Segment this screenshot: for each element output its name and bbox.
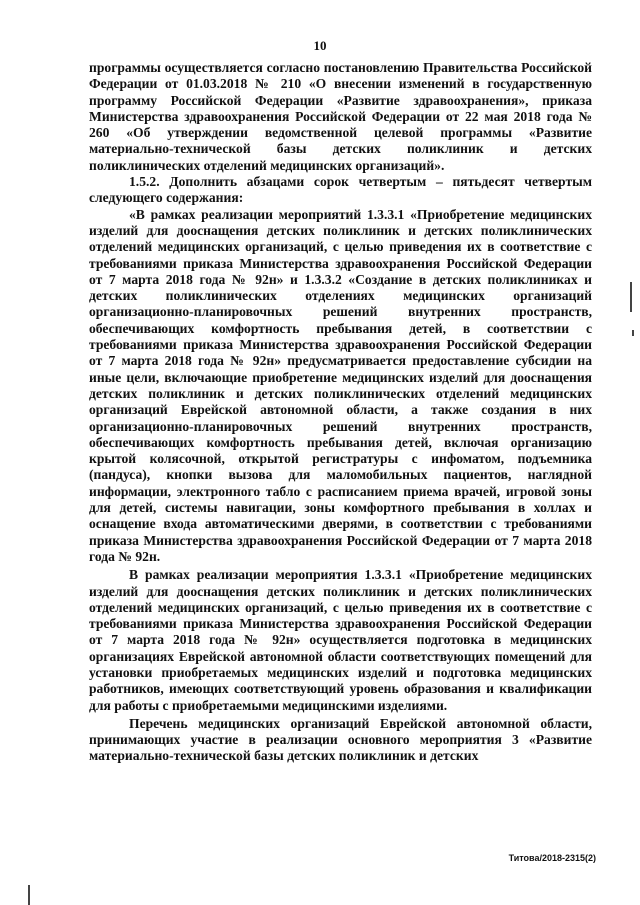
page-number: 10 [313, 38, 327, 53]
paragraph-organizations-list: Перечень медицинских организаций Еврейской автономной области, принимающих участие в реализации основного мероприятия 3 «Развитие материально-технической базы детских поликлиник и детских [89, 715, 592, 764]
paragraph-quoted-measures: «В рамках реализации мероприятий 1.3.3.1 «Приобретение медицинских изделий для дооснащения детских поликлиник и детских поликлинических отделений медицинских организаций, с целью приведения их в соответствие с требованиями приказа Министерства здравоохранения Российской Федерации от 7 марта 2018 года № 92н» и 1.3.3.2 «Создание в детских поликлиниках и детских поликлинических отделениях медицинских организаций организационно-планировочных решений внутренних пространств, обеспечивающих комфортность пребывания детей, в соответствии с требованиями приказа Министерства здравоохранения Российской Федерации от 7 марта 2018 года № 92н» предусматривается предоставление субсидии на иные цели, включающие приобретение медицинских изделий для дооснащения детских поликлиник и детских поликлинических отделений медицинских организаций Еврейской автономной области, а также создания в них организационно-планировочных решений внутренних пространств, обеспечивающих комфортность пребывания детей, включая организацию крытой колясочной, открытой регистратуры с инфоматом, подъемника (пандуса), кнопки вызова для маломобильных пациентов, наглядной информации, электронного табло с расписанием приема врачей, игровой зоны для детей, системы навигации, зоны комфортного пребывания в холлах и оснащение входа автоматическими дверями, в соответствии с требованиями приказа Министерства здравоохранения Российской Федерации от 7 марта 2018 года № 92н. [89, 206, 592, 564]
document-body [89, 60, 592, 765]
scan-edge-mark [630, 282, 632, 312]
scan-edge-mark [28, 885, 30, 905]
document-code: Титова/2018-2315(2) [508, 853, 596, 863]
scan-edge-mark [632, 330, 634, 336]
paragraph-amendment-item: 1.5.2. Дополнить абзацами сорок четвертым – пятьдесят четвертым следующего содержания: [89, 174, 592, 206]
paragraph-preparation: В рамках реализации мероприятия 1.3.3.1 «Приобретение медицинских изделий для дооснащения детских поликлиник и детских поликлинических отделений медицинских организаций, с целью приведения их в соответствие с требованиями приказа Министерства здравоохранения Российской Федерации от 7 марта 2018 года № 92н» осуществляется подготовка в медицинских организациях Еврейской автономной области соответствующих помещений для установки приобретаемых медицинских изделий и подготовка медицинских работников, имеющих соответствующий уровень образования и квалификации для работы с приобретаемыми медицинскими изделиями. [89, 567, 592, 713]
paragraph-continuation: программы осуществляется согласно постановлению Правительства Российской Федерации от 01.03.2018 № 210 «О внесении изменений в государственную программу Российской Федерации «Развитие здравоохранения», приказа Министерства здравоохранения Российской Федерации от 22 мая 2018 года № 260 «Об утверждении ведомственной целевой программы «Развитие материально-технической базы детских поликлиник и детских поликлинических отделений медицинских организаций». [89, 60, 592, 173]
